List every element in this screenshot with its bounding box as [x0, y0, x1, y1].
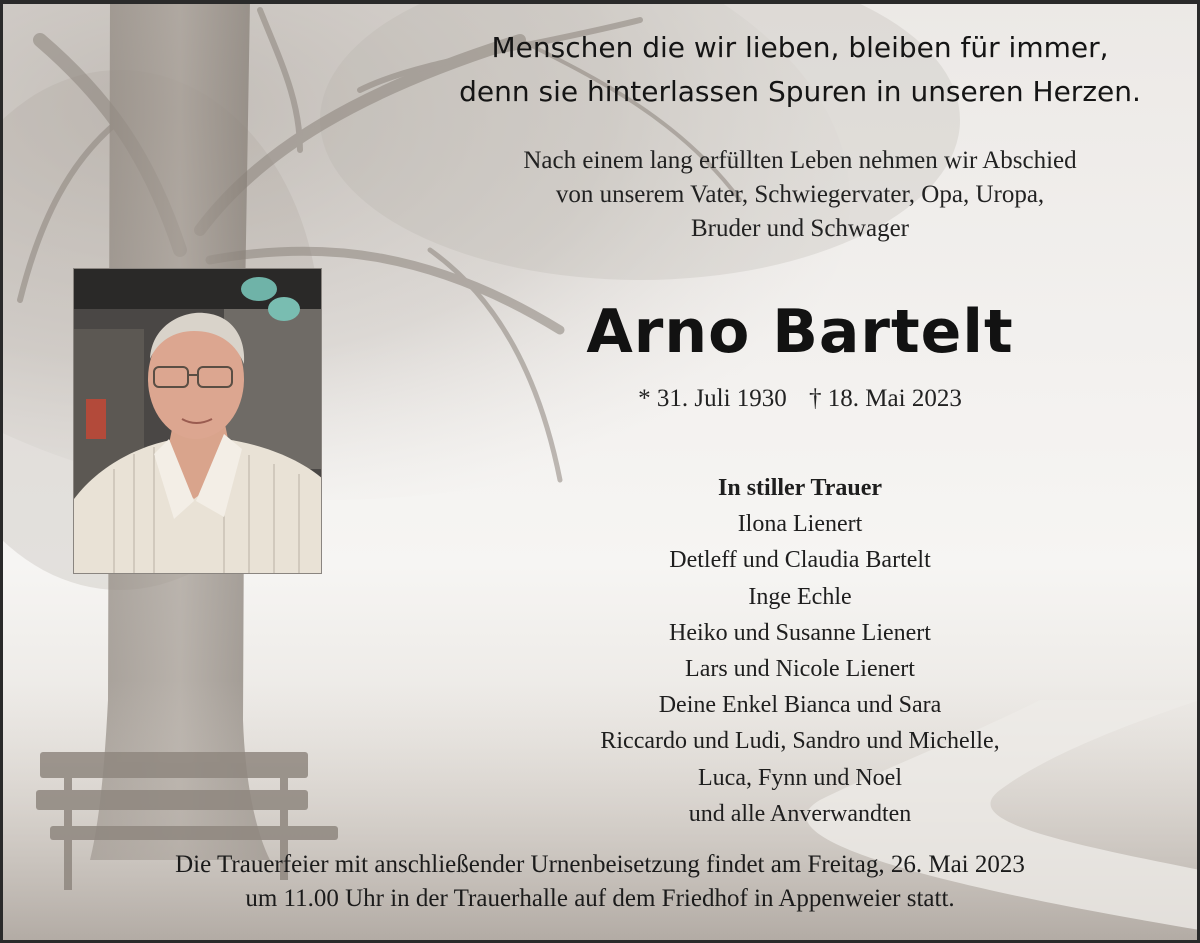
mourner-entry: Luca, Fynn und Noel — [698, 764, 902, 791]
service-line: Die Trauerfeier mit anschließender Urnenbeisetzung findet am Freitag, 26. Mai 2023 — [175, 851, 1025, 878]
portrait-photo-icon — [74, 269, 322, 574]
life-dates — [420, 382, 1180, 416]
mourner-entry: Ilona Lienert — [737, 511, 863, 538]
mourner-entry: Deine Enkel Bianca und Sara — [658, 692, 942, 719]
mourner-entry: Lars und Nicole Lienert — [685, 656, 915, 683]
death-date: † 18. Mai 2023 — [809, 385, 962, 412]
intro-line: Bruder und Schwager — [691, 215, 909, 242]
farewell-intro — [420, 144, 1180, 246]
memorial-quote — [430, 26, 1170, 114]
mourners-heading: In stiller Trauer — [718, 475, 882, 501]
mourner-entry: Heiko und Susanne Lienert — [669, 619, 931, 646]
portrait-photo — [73, 268, 322, 574]
funeral-service-info — [0, 848, 1200, 916]
quote-line: Menschen die wir lieben, bleiben für immer, — [491, 31, 1109, 64]
quote-line: denn sie hinterlassen Spuren in unseren Herzen. — [459, 75, 1141, 108]
mourner-entry: Riccardo und Ludi, Sandro und Michelle, — [600, 728, 1000, 755]
mourner-entry: Inge Echle — [748, 583, 852, 610]
mourner-entry: Detleff und Claudia Bartelt — [669, 547, 931, 574]
deceased-name: Arno Bartelt — [586, 297, 1014, 367]
intro-line: von unserem Vater, Schwiegervater, Opa, Uropa, — [555, 181, 1045, 208]
mourners-list — [420, 470, 1180, 832]
service-line: um 11.00 Uhr in der Trauerhalle auf dem Friedhof in Appenweier statt. — [245, 885, 955, 912]
mourner-entry: und alle Anverwandten — [688, 800, 912, 827]
birth-date: * 31. Juli 1930 — [638, 385, 787, 412]
intro-line: Nach einem lang erfüllten Leben nehmen wir Abschied — [523, 147, 1077, 174]
